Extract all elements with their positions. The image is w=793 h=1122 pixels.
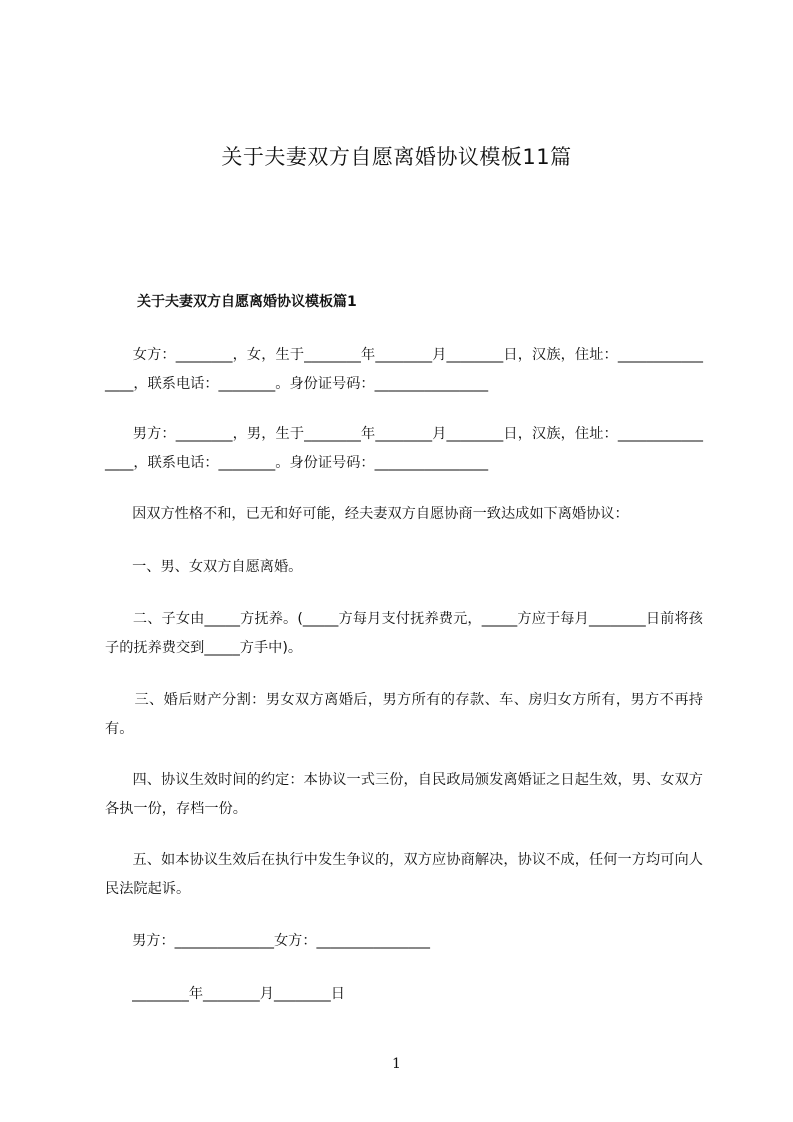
paragraph-clause-3: 三、婚后财产分割：男女双方离婚后，男方所有的存款、车、房归女方所有，男方不再持有。 bbox=[105, 692, 703, 737]
paragraph-clause-4: 四、协议生效时间的约定：本协议一式三份，自民政局颁发离婚证之日起生效，男、女双方各执一份，存档一份。 bbox=[105, 772, 703, 817]
date-line: ________年________月________日 bbox=[105, 986, 345, 1002]
paragraph-male-party: 男方：________，男，生于________年________月________日，汉族，住址：________________，联系电话：________。身份证号码：________________ bbox=[105, 426, 703, 471]
signature-line: 男方：______________女方：________________ bbox=[105, 933, 431, 949]
paragraph-intro: 因双方性格不和，已无和好可能，经夫妻双方自愿协商一致达成如下离婚协议： bbox=[105, 506, 629, 522]
page-number: 1 bbox=[392, 1056, 401, 1072]
paragraph-female-party: 女方：________，女，生于________年________月________日，汉族，住址：________________，联系电话：________。身份证号码：________________ bbox=[105, 347, 703, 392]
paragraph-clause-5: 五、如本协议生效后在执行中发生争议的，双方应协商解决，协议不成，任何一方均可向人民法院起诉。 bbox=[105, 852, 703, 897]
section-heading: 关于夫妻双方自愿离婚协议模板篇1 bbox=[137, 294, 357, 310]
paragraph-clause-2: 二、子女由_____方抚养。(_____方每月支付抚养费元，_____方应于每月________日前将孩子的抚养费交到_____方手中)。 bbox=[105, 611, 703, 656]
paragraph-clause-1: 一、男、女双方自愿离婚。 bbox=[105, 559, 303, 575]
document-title: 关于夫妻双方自愿离婚协议模板11篇 bbox=[221, 145, 572, 169]
